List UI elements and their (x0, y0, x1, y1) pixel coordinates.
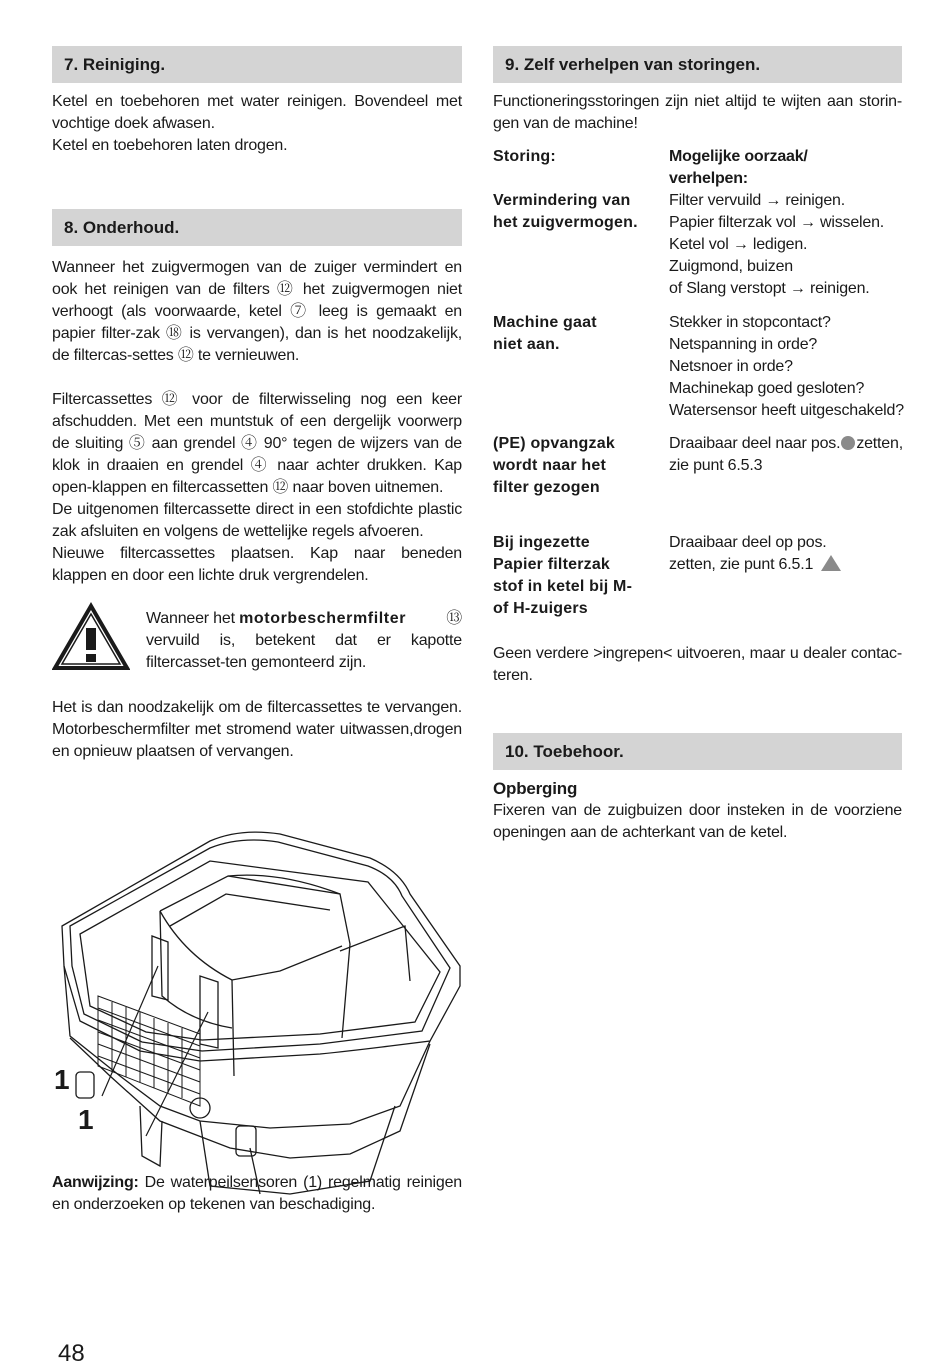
col-storing-header: Storing: (493, 148, 556, 165)
oorzaak-3-line-3: zie punt 6.5.3 (669, 457, 763, 474)
left-column (52, 46, 462, 1213)
oorzaak-3-line-2: zetten, (856, 435, 903, 452)
section-7-line-1: Ketel en toebehoren met water reinigen. Bovendeel met vochtige doek afwasen. (52, 93, 462, 132)
section-9-outro: Geen verdere >ingrepen< uitvoeren, maar u dealer contac-teren. (493, 645, 902, 684)
storing-2: Machine gaat niet aan. (493, 314, 597, 353)
section-8-para-2: Filtercassettes ⑫ voor de filterwisseling nog een keer afschudden. Met een muntstuk of een dergelijk voorwerp de sluiting ⑤ aan grendel ④ 90° tegen de wijzers van de klok in draaien en grendel ④ naar achter drukken. Kap open-klappen en filtercassetten ⑫ naar boven uitnemen. (52, 391, 462, 496)
circle-position-icon (841, 436, 855, 450)
triangle-position-icon (821, 555, 841, 571)
section-7-heading: 7. Reiniging. (52, 46, 462, 83)
figure-label-1b: 1 (78, 1104, 94, 1135)
section-8-para-5-wrap (52, 697, 462, 763)
right-column (493, 46, 904, 841)
warning-text (146, 608, 462, 674)
section-8-para-1: Wanneer het zuigvermogen van de zuiger vermindert en ook het reinigen van de filters ⑫ het zuigvermogen niet verhoogt (als voorwaarde, ketel ⑦ leeg is gemaakt en papier filter-zak ⑱ is vervangen), dan is het noodzakelijk, de filtercas-settes ⑫ te vernieuwen. (52, 259, 462, 364)
section-9-intro: Functioneringsstoringen zijn niet altijd te wijten aan storin-gen van de machine! (493, 93, 902, 132)
col-oorzaak-header: Mogelijke oorzaak/ verhelpen: (669, 148, 808, 187)
warning-post: vervuild is, betekent dat er kapotte filtercasset-ten gemonteerd zijn. (146, 632, 462, 671)
section-7-line-2: Ketel en toebehoren laten drogen. (52, 137, 288, 154)
note-text: De waterpeilsensoren (1) regelmatig reinigen en onderzoeken op tekenen van beschadiging. (52, 1174, 462, 1213)
section-9-intro-wrap (493, 91, 902, 135)
oorzaak-1 (669, 190, 905, 300)
oorzaak-2-line-4: Machinekap goed gesloten? (669, 380, 865, 397)
page-number: 48 (58, 1340, 85, 1367)
oorzaak-3-line-1: Draaibaar deel naar pos. (669, 435, 841, 452)
figure-label-1a: 1 (54, 1064, 70, 1095)
section-10-text: Fixeren van de zuigbuizen door insteken in de voorziene openingen aan de achterkant van de ketel. (493, 802, 902, 841)
section-9-heading: 9. Zelf verhelpen van storingen. (493, 46, 902, 83)
oorzaak-2-line-3: Netsnoer in orde? (669, 358, 793, 375)
section-7-body (52, 91, 462, 157)
oorzaak-4-line-2: zetten, zie punt 6.5.1 (669, 556, 814, 573)
section-10-subheading: Opberging (493, 779, 578, 798)
storing-3: (PE) opvangzak wordt naar het filter gezogen (493, 435, 615, 496)
section-8-heading: 8. Onderhoud. (52, 209, 462, 246)
oorzaak-1-line-3: Ketel vol → ledigen. (669, 236, 808, 253)
oorzaak-4 (669, 532, 905, 576)
section-10-heading: 10. Toebehoor. (493, 733, 902, 770)
section-9-outro-wrap (493, 643, 902, 687)
section-10-body (493, 778, 902, 844)
oorzaak-2-line-1: Stekker in stopcontact? (669, 314, 831, 331)
storing-1: Vermindering van het zuigvermogen. (493, 192, 638, 231)
section-8-body (52, 257, 462, 587)
warning-pre: Wanneer het (146, 610, 240, 627)
oorzaak-1-line-4: Zuigmond, buizen (669, 258, 793, 275)
oorzaak-1-line-2: Papier filterzak vol → wisselen. (669, 214, 885, 231)
oorzaak-2-line-5: Watersensor heeft uitgeschakeld? (669, 402, 904, 419)
vacuum-tank-illustration (50, 776, 464, 1196)
oorzaak-1-line-1: Filter vervuild → reinigen. (669, 192, 845, 209)
warning-num: ⑬ (446, 610, 462, 627)
warning-bold: motorbeschermfilter (239, 610, 407, 627)
note-label: Aanwijzing: (52, 1174, 139, 1191)
oorzaak-1-line-5: of Slang verstopt → reinigen. (669, 280, 870, 297)
warning-icon (52, 602, 130, 672)
note-block (52, 1172, 462, 1216)
section-8-para-4: Nieuwe filtercassettes plaatsen. Kap naar beneden klappen en door een lichte druk vergrendelen. (52, 545, 462, 584)
storing-4: Bij ingezette Papier filterzak stof in ketel bij M- of H-zuigers (493, 534, 633, 617)
section-8-para-5: Het is dan noodzakelijk om de filtercassettes te vervangen. Motorbeschermfilter met stromend water uitwassen,drogen en opnieuw plaatsen of vervangen. (52, 699, 462, 760)
oorzaak-2 (669, 312, 905, 422)
section-8-para-3: De uitgenomen filtercassette direct in een stofdichte plastic zak afsluiten en volgens de wettelijke regels afvoeren. (52, 501, 462, 540)
oorzaak-3 (669, 433, 905, 477)
oorzaak-4-line-1: Draaibaar deel op pos. (669, 534, 827, 551)
oorzaak-2-line-2: Netspanning in orde? (669, 336, 818, 353)
